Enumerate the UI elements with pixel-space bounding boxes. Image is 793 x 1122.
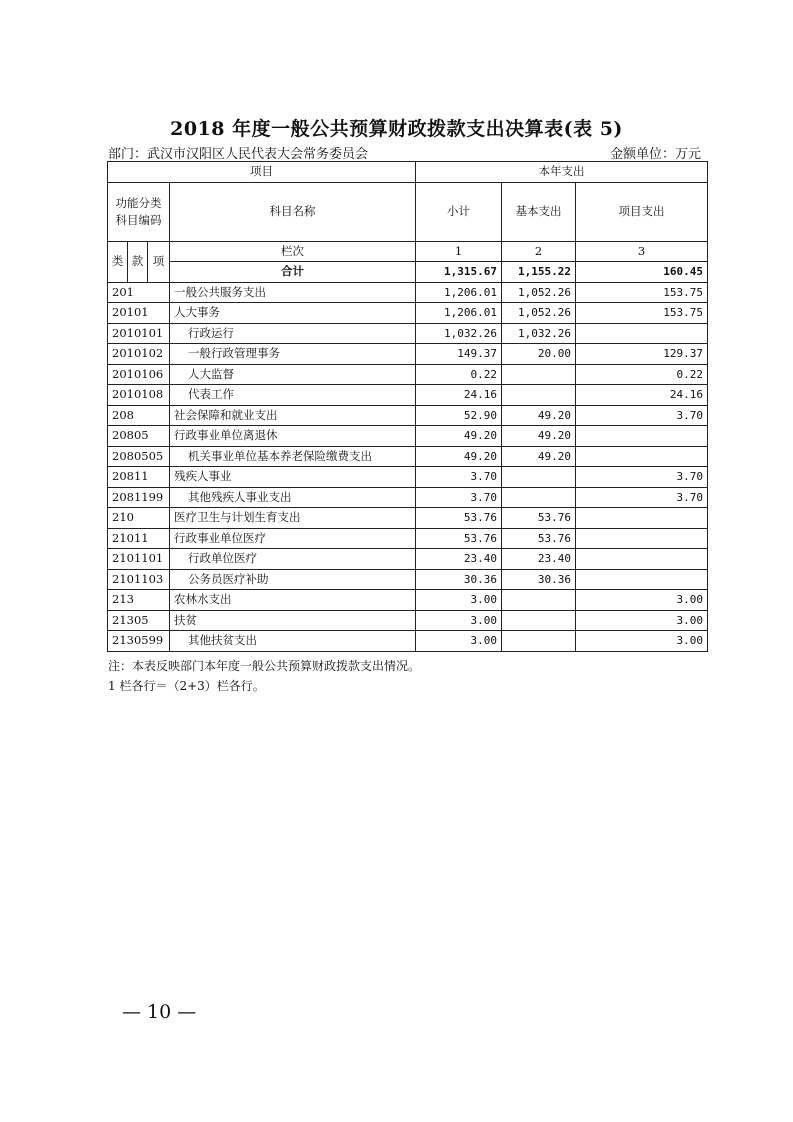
header-project: 项目 bbox=[108, 162, 416, 183]
row-subject-name: 人大事务 bbox=[170, 303, 416, 324]
row-subtotal: 49.20 bbox=[416, 426, 502, 447]
table-row bbox=[108, 446, 708, 467]
row-code: 2130599 bbox=[108, 631, 170, 652]
row-subtotal: 3.70 bbox=[416, 467, 502, 488]
row-project bbox=[576, 528, 708, 549]
row-basic: 23.40 bbox=[502, 549, 576, 570]
row-code: 20811 bbox=[108, 467, 170, 488]
row-code: 2101101 bbox=[108, 549, 170, 570]
row-subject-name: 一般公共服务支出 bbox=[170, 282, 416, 303]
row-basic: 1,032.26 bbox=[502, 323, 576, 344]
row-code: 2010102 bbox=[108, 344, 170, 365]
row-subject-name: 公务员医疗补助 bbox=[170, 569, 416, 590]
total-project: 160.45 bbox=[576, 262, 708, 283]
row-subject-name: 代表工作 bbox=[170, 385, 416, 406]
header-row-1 bbox=[108, 162, 708, 183]
expense-table bbox=[107, 161, 708, 652]
row-subject-name: 其他残疾人事业支出 bbox=[170, 487, 416, 508]
row-project: 3.70 bbox=[576, 405, 708, 426]
row-basic bbox=[502, 590, 576, 611]
table-row bbox=[108, 590, 708, 611]
table-row bbox=[108, 631, 708, 652]
row-basic bbox=[502, 487, 576, 508]
table-row bbox=[108, 508, 708, 529]
row-project: 0.22 bbox=[576, 364, 708, 385]
row-code: 2080505 bbox=[108, 446, 170, 467]
row-subject-name: 残疾人事业 bbox=[170, 467, 416, 488]
row-project bbox=[576, 323, 708, 344]
row-code: 2010108 bbox=[108, 385, 170, 406]
row-subject-name: 行政运行 bbox=[170, 323, 416, 344]
note-line: 注：本表反映部门本年度一般公共预算财政拨款支出情况。 bbox=[108, 659, 421, 673]
row-basic: 1,052.26 bbox=[502, 303, 576, 324]
row-subtotal: 24.16 bbox=[416, 385, 502, 406]
table-row bbox=[108, 426, 708, 447]
total-basic: 1,155.22 bbox=[502, 262, 576, 283]
row-subject-name: 行政事业单位离退休 bbox=[170, 426, 416, 447]
header-year-expense: 本年支出 bbox=[416, 162, 708, 183]
row-subtotal: 149.37 bbox=[416, 344, 502, 365]
header-col2: 2 bbox=[502, 241, 576, 262]
row-code: 2101103 bbox=[108, 569, 170, 590]
row-code: 213 bbox=[108, 590, 170, 611]
row-code: 21305 bbox=[108, 610, 170, 631]
row-subject-name: 农林水支出 bbox=[170, 590, 416, 611]
total-label: 合计 bbox=[170, 262, 416, 283]
row-subject-name: 一般行政管理事务 bbox=[170, 344, 416, 365]
header-row-3 bbox=[108, 241, 708, 262]
row-subtotal: 0.22 bbox=[416, 364, 502, 385]
row-basic: 53.76 bbox=[502, 528, 576, 549]
note-line: 1 栏各行＝（2+3）栏各行。 bbox=[108, 679, 265, 693]
row-subtotal: 1,032.26 bbox=[416, 323, 502, 344]
row-subject-name: 医疗卫生与计划生育支出 bbox=[170, 508, 416, 529]
header-project-expense: 项目支出 bbox=[576, 182, 708, 241]
row-basic: 53.76 bbox=[502, 508, 576, 529]
row-code: 201 bbox=[108, 282, 170, 303]
row-project bbox=[576, 446, 708, 467]
header-basic: 基本支出 bbox=[502, 182, 576, 241]
row-project: 129.37 bbox=[576, 344, 708, 365]
row-project: 153.75 bbox=[576, 303, 708, 324]
page-title: 2018 年度一般公共预算财政拨款支出决算表(表 5) bbox=[170, 118, 623, 140]
row-code: 21011 bbox=[108, 528, 170, 549]
table-row bbox=[108, 303, 708, 324]
table-row bbox=[108, 364, 708, 385]
page-number: — 10 — bbox=[122, 1001, 197, 1023]
row-code: 208 bbox=[108, 405, 170, 426]
table-row bbox=[108, 569, 708, 590]
row-basic: 20.00 bbox=[502, 344, 576, 365]
row-project: 3.00 bbox=[576, 610, 708, 631]
row-subject-name: 行政事业单位医疗 bbox=[170, 528, 416, 549]
table-row bbox=[108, 467, 708, 488]
row-subtotal: 30.36 bbox=[416, 569, 502, 590]
total-row bbox=[108, 262, 708, 283]
row-code: 2010101 bbox=[108, 323, 170, 344]
header-xiang: 项 bbox=[148, 241, 170, 282]
row-code: 2010106 bbox=[108, 364, 170, 385]
header-column-no: 栏次 bbox=[170, 241, 416, 262]
row-subtotal: 1,206.01 bbox=[416, 282, 502, 303]
row-subject-name: 人大监督 bbox=[170, 364, 416, 385]
notes bbox=[108, 656, 420, 696]
row-subtotal: 53.76 bbox=[416, 508, 502, 529]
row-subject-name: 扶贫 bbox=[170, 610, 416, 631]
table-row bbox=[108, 282, 708, 303]
department-label: 部门：武汉市汉阳区人民代表大会常务委员会 bbox=[108, 147, 369, 162]
row-subtotal: 3.00 bbox=[416, 631, 502, 652]
row-project: 3.70 bbox=[576, 487, 708, 508]
header-row-2 bbox=[108, 182, 708, 241]
header-kuan: 款 bbox=[128, 241, 148, 282]
row-project: 24.16 bbox=[576, 385, 708, 406]
unit-label: 金额单位：万元 bbox=[609, 147, 701, 162]
row-subtotal: 3.00 bbox=[416, 590, 502, 611]
row-code: 20101 bbox=[108, 303, 170, 324]
header-lei: 类 bbox=[108, 241, 128, 282]
row-subtotal: 52.90 bbox=[416, 405, 502, 426]
row-project bbox=[576, 549, 708, 570]
table-row bbox=[108, 385, 708, 406]
row-subtotal: 1,206.01 bbox=[416, 303, 502, 324]
table-row bbox=[108, 323, 708, 344]
row-subtotal: 23.40 bbox=[416, 549, 502, 570]
table-row bbox=[108, 549, 708, 570]
row-basic bbox=[502, 364, 576, 385]
header-subject-name: 科目名称 bbox=[170, 182, 416, 241]
row-code: 20805 bbox=[108, 426, 170, 447]
row-subject-name: 行政单位医疗 bbox=[170, 549, 416, 570]
row-basic bbox=[502, 610, 576, 631]
row-project: 3.70 bbox=[576, 467, 708, 488]
row-basic: 49.20 bbox=[502, 446, 576, 467]
row-basic: 30.36 bbox=[502, 569, 576, 590]
row-subtotal: 53.76 bbox=[416, 528, 502, 549]
row-subtotal: 3.00 bbox=[416, 610, 502, 631]
row-subtotal: 49.20 bbox=[416, 446, 502, 467]
header-func-code: 功能分类科目编码 bbox=[108, 182, 170, 241]
table-row bbox=[108, 405, 708, 426]
row-subject-name: 其他扶贫支出 bbox=[170, 631, 416, 652]
row-project: 153.75 bbox=[576, 282, 708, 303]
row-project bbox=[576, 426, 708, 447]
row-basic bbox=[502, 467, 576, 488]
table-row bbox=[108, 344, 708, 365]
row-project: 3.00 bbox=[576, 590, 708, 611]
row-basic: 49.20 bbox=[502, 405, 576, 426]
table-row bbox=[108, 487, 708, 508]
row-basic: 1,052.26 bbox=[502, 282, 576, 303]
row-basic bbox=[502, 385, 576, 406]
row-project: 3.00 bbox=[576, 631, 708, 652]
header-col3: 3 bbox=[576, 241, 708, 262]
header-subtotal: 小计 bbox=[416, 182, 502, 241]
row-project bbox=[576, 508, 708, 529]
row-project bbox=[576, 569, 708, 590]
row-basic: 49.20 bbox=[502, 426, 576, 447]
header-col1: 1 bbox=[416, 241, 502, 262]
table-row bbox=[108, 610, 708, 631]
row-code: 2081199 bbox=[108, 487, 170, 508]
table-row bbox=[108, 528, 708, 549]
row-subject-name: 社会保障和就业支出 bbox=[170, 405, 416, 426]
row-subtotal: 3.70 bbox=[416, 487, 502, 508]
row-code: 210 bbox=[108, 508, 170, 529]
total-subtotal: 1,315.67 bbox=[416, 262, 502, 283]
row-basic bbox=[502, 631, 576, 652]
row-subject-name: 机关事业单位基本养老保险缴费支出 bbox=[170, 446, 416, 467]
